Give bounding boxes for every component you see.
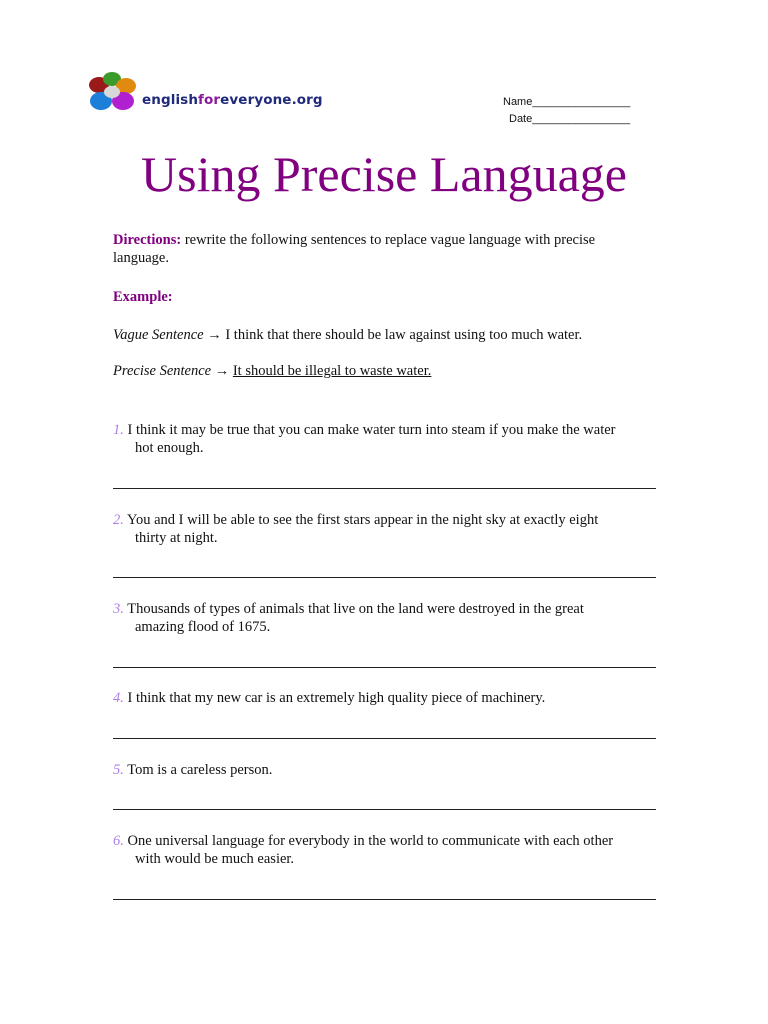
- name-field[interactable]: Name________________: [503, 96, 631, 108]
- page-title: Using Precise Language: [141, 146, 627, 202]
- question-text: One universal language for everybody in the world to communicate with each other: [127, 833, 614, 849]
- answer-line-5[interactable]: [113, 809, 656, 810]
- precise-label: Precise Sentence: [113, 363, 212, 379]
- question-4: [113, 689, 658, 707]
- logo-icon: [86, 70, 138, 114]
- vague-sentence: [113, 326, 582, 344]
- question-text: Thousands of types of animals that live on the land were destroyed in the great: [127, 601, 584, 617]
- question-number: 6.: [113, 833, 124, 849]
- question-number: 5.: [113, 762, 124, 778]
- question-text: I think that my new car is an extremely high quality piece of machinery.: [127, 690, 546, 706]
- question-number: 4.: [113, 690, 124, 706]
- logo-text-suffix: everyone.org: [220, 92, 323, 108]
- logo-text: [142, 92, 323, 108]
- answer-line-3[interactable]: [113, 667, 656, 668]
- arrow-icon: →: [214, 363, 230, 379]
- question-text: You and I will be able to see the first stars appear in the night sky at exactly eight: [126, 512, 599, 528]
- question-text: Tom is a careless person.: [127, 762, 273, 778]
- vague-text: I think that there should be law against using too much water.: [221, 327, 583, 343]
- directions: [113, 231, 643, 267]
- question-text-cont: amazing flood of 1675.: [135, 619, 271, 635]
- question-text-cont: thirty at night.: [135, 530, 218, 546]
- directions-label: Directions:: [113, 232, 182, 248]
- arrow-icon: →: [207, 327, 222, 343]
- question-5: [113, 761, 658, 779]
- question-text-cont: hot enough.: [135, 440, 204, 456]
- question-text-cont: with would be much easier.: [135, 851, 295, 867]
- answer-line-6[interactable]: [113, 899, 656, 900]
- answer-line-2[interactable]: [113, 577, 656, 578]
- date-field[interactable]: Date________________: [509, 113, 631, 125]
- question-text: I think it may be true that you can make water turn into steam if you make the water: [127, 422, 616, 438]
- question-number: 3.: [113, 601, 124, 617]
- question-number: 1.: [113, 422, 124, 438]
- example-label: Example:: [113, 289, 173, 305]
- vague-label: Vague Sentence: [113, 327, 204, 343]
- logo-text-prefix: english: [142, 92, 199, 108]
- question-number: 2.: [113, 512, 124, 528]
- answer-line-4[interactable]: [113, 738, 656, 739]
- precise-sentence: [113, 362, 431, 380]
- question-3: [113, 600, 658, 636]
- precise-text: It should be illegal to waste water.: [232, 363, 432, 379]
- question-1: [113, 421, 658, 457]
- answer-line-1[interactable]: [113, 488, 656, 489]
- question-6: [113, 832, 658, 868]
- question-2: [113, 511, 658, 547]
- logo-text-mid: for: [198, 92, 221, 108]
- directions-text: rewrite the following sentences to replace vague language with precise language.: [113, 232, 596, 266]
